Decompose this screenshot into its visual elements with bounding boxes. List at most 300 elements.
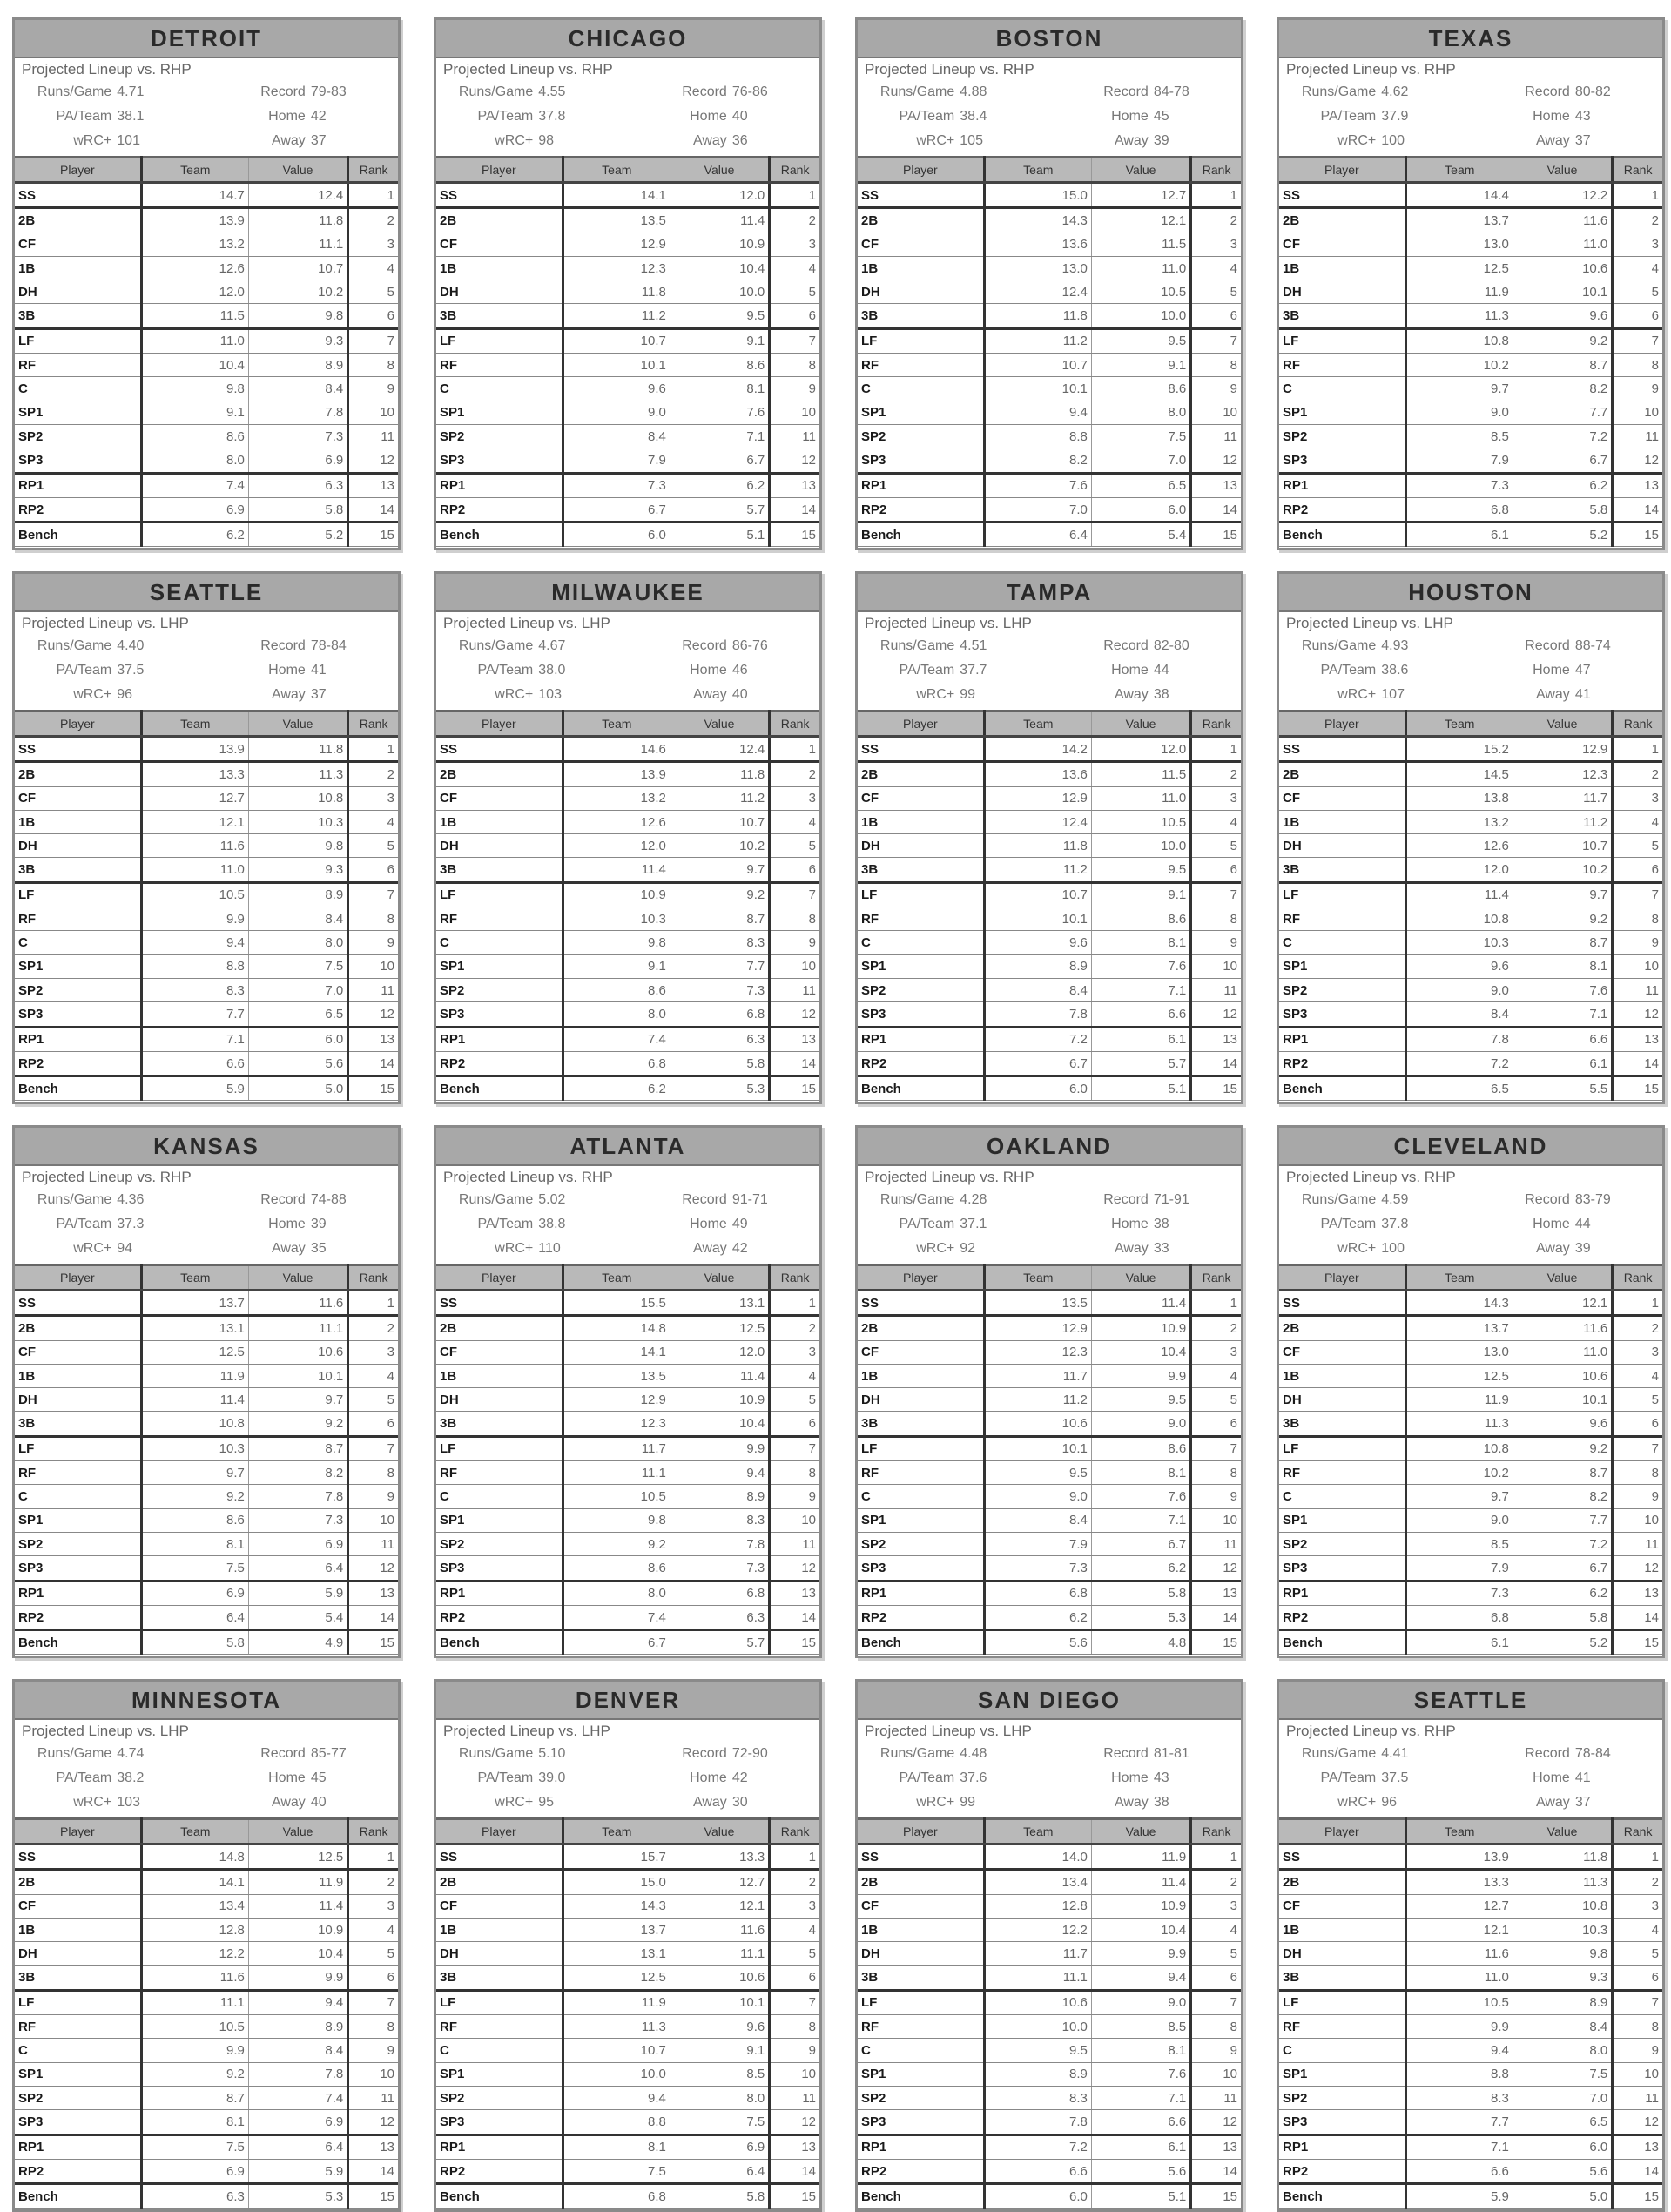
cell-value: 11 — [348, 424, 398, 448]
cell-value: 7 — [348, 882, 398, 907]
cell-value: 6 — [770, 1966, 819, 1990]
cell-value: 14 — [348, 1051, 398, 1076]
row-label: CF — [1279, 233, 1405, 256]
cell-value: 15.2 — [1405, 737, 1513, 762]
table-row — [1279, 1990, 1662, 2014]
cell-value: 10.1 — [984, 377, 1091, 401]
cell-value: 7.5 — [670, 2110, 769, 2134]
cell-value: 9.6 — [1513, 304, 1612, 328]
cell-value: 10.2 — [248, 280, 347, 304]
cell-value: 14 — [1191, 1605, 1241, 1629]
table-row — [15, 2086, 398, 2109]
table-row — [1279, 1605, 1662, 1629]
row-label: SP1 — [1279, 1508, 1405, 1532]
meta-label: Runs/Game — [879, 84, 955, 99]
cell-value: 7 — [1613, 882, 1662, 907]
cell-value: 6.0 — [1513, 2134, 1612, 2159]
meta-label: wRC+ — [916, 687, 955, 702]
meta-value: 5.10 — [538, 1746, 566, 1761]
meta-value: 4.55 — [538, 84, 566, 99]
cell-value: 13.7 — [141, 1291, 248, 1316]
cell-value: 5 — [348, 1942, 398, 1966]
cell-value: 11.7 — [1513, 786, 1612, 810]
cell-value: 9.3 — [248, 328, 347, 353]
cell-value: 9.9 — [670, 1436, 769, 1460]
cell-value: 9.8 — [248, 304, 347, 328]
cell-value: 10 — [348, 2062, 398, 2086]
cell-value: 8.1 — [1091, 931, 1190, 954]
cell-value: 3 — [770, 233, 819, 256]
meta-value: 85-77 — [310, 1746, 347, 1761]
cell-value: 12 — [348, 2110, 398, 2134]
cell-value: 10.9 — [1091, 1894, 1190, 1918]
cell-value: 13 — [1613, 473, 1662, 497]
table-row — [436, 1485, 819, 1508]
cell-value: 10.6 — [1513, 1364, 1612, 1387]
cell-value: 14 — [770, 497, 819, 522]
cell-value: 13.4 — [141, 1894, 248, 1918]
column-header: Rank — [770, 711, 819, 737]
table-row — [15, 473, 398, 497]
table-row — [858, 256, 1241, 280]
cell-value: 3 — [770, 1894, 819, 1918]
table-row — [436, 401, 819, 424]
column-header: Value — [1091, 711, 1190, 737]
cell-value: 12 — [770, 448, 819, 473]
cell-value: 9 — [1613, 931, 1662, 954]
table-row — [436, 1532, 819, 1555]
cell-value: 11 — [1613, 424, 1662, 448]
table-header-row — [436, 1819, 819, 1844]
cell-value: 11.8 — [1513, 1844, 1612, 1870]
cell-value: 11.4 — [1091, 1870, 1190, 1894]
row-label: 2B — [15, 1870, 141, 1894]
cell-value: 11.3 — [248, 762, 347, 786]
cell-value: 9.0 — [1405, 401, 1513, 424]
table-row — [15, 280, 398, 304]
cell-value: 5.1 — [670, 523, 769, 547]
row-label: DH — [15, 280, 141, 304]
meta-value: 37.1 — [960, 1217, 987, 1231]
table-row — [1279, 954, 1662, 978]
meta-value: 84-78 — [1153, 84, 1189, 99]
cell-value: 7.6 — [1091, 1485, 1190, 1508]
row-label: C — [858, 1485, 984, 1508]
cell-value: 10.8 — [1405, 328, 1513, 353]
cell-value: 5.8 — [248, 497, 347, 522]
cell-value: 9.9 — [141, 907, 248, 931]
table-row — [15, 401, 398, 424]
column-header: Team — [984, 158, 1091, 183]
cell-value: 8.9 — [248, 2015, 347, 2039]
row-label: SP2 — [1279, 1532, 1405, 1555]
cell-value: 6.8 — [984, 1581, 1091, 1605]
column-header: Value — [670, 1819, 769, 1844]
column-header: Player — [436, 1819, 563, 1844]
card-meta — [15, 1743, 398, 1814]
cell-value: 6.8 — [1405, 497, 1513, 522]
table-row — [15, 208, 398, 233]
team-card — [1277, 17, 1665, 550]
cell-value: 7.3 — [1405, 473, 1513, 497]
meta-label: Runs/Game — [1301, 1746, 1377, 1761]
cell-value: 3 — [1613, 1894, 1662, 1918]
cell-value: 6.9 — [248, 2110, 347, 2134]
cell-value: 7 — [348, 1990, 398, 2014]
row-label: DH — [1279, 1388, 1405, 1412]
row-label: SP2 — [436, 978, 563, 1001]
cell-value: 8.9 — [984, 2062, 1091, 2086]
cell-value: 4 — [1191, 1364, 1241, 1387]
table-row — [436, 1436, 819, 1460]
cell-value: 2 — [1191, 208, 1241, 233]
meta-value: 4.51 — [960, 638, 987, 653]
meta-label: wRC+ — [1337, 1241, 1377, 1256]
table-row — [1279, 931, 1662, 954]
cell-value: 11.8 — [563, 280, 670, 304]
row-label: SP3 — [15, 1002, 141, 1027]
cell-value: 8.5 — [1405, 1532, 1513, 1555]
column-header: Value — [1091, 158, 1190, 183]
column-header: Team — [1405, 1819, 1513, 1844]
row-label: CF — [436, 233, 563, 256]
row-label: Bench — [1279, 1076, 1405, 1101]
table-row — [436, 834, 819, 858]
row-label: DH — [858, 834, 984, 858]
cell-value: 2 — [1613, 208, 1662, 233]
table-body — [15, 1291, 398, 1655]
card-meta — [858, 1189, 1241, 1260]
cell-value: 7.3 — [984, 1556, 1091, 1581]
cell-value: 10.5 — [1091, 280, 1190, 304]
table-header-row — [15, 711, 398, 737]
cell-value: 11.1 — [248, 233, 347, 256]
cell-value: 9 — [1191, 2039, 1241, 2062]
meta-value: 46 — [731, 663, 748, 678]
cell-value: 5.8 — [670, 2184, 769, 2209]
cell-value: 5.6 — [1513, 2159, 1612, 2183]
cell-value: 5.7 — [670, 1630, 769, 1655]
cell-value: 12.5 — [248, 1844, 347, 1870]
meta-value: 94 — [117, 1241, 133, 1256]
cell-value: 12.0 — [670, 1340, 769, 1364]
table-row — [1279, 834, 1662, 858]
cell-value: 2 — [348, 762, 398, 786]
cell-value: 11.0 — [1513, 233, 1612, 256]
cell-value: 14.8 — [563, 1316, 670, 1340]
table-row — [1279, 280, 1662, 304]
row-label: RP1 — [858, 1027, 984, 1051]
cell-value: 8.4 — [248, 907, 347, 931]
table-row — [1279, 1894, 1662, 1918]
column-header: Player — [436, 1265, 563, 1291]
meta-label: Away — [271, 1795, 306, 1810]
column-header: Rank — [348, 158, 398, 183]
row-label: 2B — [436, 762, 563, 786]
meta-label: Away — [1114, 1241, 1149, 1256]
meta-value: 4.59 — [1381, 1192, 1409, 1207]
cell-value: 10.4 — [141, 354, 248, 377]
cell-value: 12.9 — [563, 233, 670, 256]
cell-value: 6 — [348, 304, 398, 328]
table-header-row — [436, 711, 819, 737]
table-row — [1279, 1076, 1662, 1101]
cell-value: 9.4 — [563, 2086, 670, 2109]
cell-value: 3 — [348, 233, 398, 256]
cell-value: 9.9 — [248, 1966, 347, 1990]
row-label: RF — [436, 2015, 563, 2039]
meta-value: 71-91 — [1153, 1192, 1189, 1207]
table-row — [1279, 2015, 1662, 2039]
meta-label: Record — [682, 638, 727, 653]
cell-value: 9.2 — [670, 882, 769, 907]
cell-value: 13.7 — [1405, 1316, 1513, 1340]
table-row — [1279, 786, 1662, 810]
stats-table — [436, 710, 819, 1101]
stats-table — [15, 156, 398, 547]
row-label: 3B — [436, 304, 563, 328]
row-label: SP3 — [436, 1556, 563, 1581]
cell-value: 6.6 — [984, 2159, 1091, 2183]
cell-value: 12.0 — [1091, 737, 1190, 762]
cell-value: 11.8 — [984, 834, 1091, 858]
row-label: RF — [858, 2015, 984, 2039]
row-label: 2B — [1279, 1316, 1405, 1340]
cell-value: 10 — [770, 954, 819, 978]
cell-value: 10 — [1613, 2062, 1662, 2086]
cell-value: 4 — [770, 256, 819, 280]
column-header: Team — [141, 1265, 248, 1291]
row-label: C — [1279, 377, 1405, 401]
meta-value: 44 — [1153, 663, 1169, 678]
cell-value: 8.1 — [670, 377, 769, 401]
cell-value: 8.6 — [563, 1556, 670, 1581]
row-label: SP1 — [15, 401, 141, 424]
cell-value: 8.4 — [984, 1508, 1091, 1532]
row-label: SP2 — [15, 424, 141, 448]
table-row — [858, 1532, 1241, 1555]
table-header-row — [858, 711, 1241, 737]
row-label: RP2 — [15, 497, 141, 522]
table-row — [858, 2159, 1241, 2183]
cell-value: 6.8 — [670, 1581, 769, 1605]
row-label: DH — [436, 834, 563, 858]
row-label: Bench — [858, 2184, 984, 2209]
meta-value: 83-79 — [1574, 1192, 1611, 1207]
row-label: RP2 — [436, 1605, 563, 1629]
table-row — [1279, 256, 1662, 280]
team-card — [1277, 1125, 1665, 1658]
row-label: 3B — [436, 858, 563, 882]
table-header-row — [1279, 1265, 1662, 1291]
column-header: Value — [1513, 711, 1612, 737]
cell-value: 12.1 — [1513, 1291, 1612, 1316]
cell-value: 8.0 — [141, 448, 248, 473]
table-row — [1279, 1942, 1662, 1966]
meta-value: 74-88 — [310, 1192, 347, 1207]
meta-label: Record — [260, 84, 306, 99]
meta-value: 45 — [310, 1770, 327, 1785]
table-row — [1279, 1581, 1662, 1605]
cell-value: 4 — [1613, 256, 1662, 280]
cell-value: 12.6 — [1405, 834, 1513, 858]
row-label: 2B — [1279, 1870, 1405, 1894]
cell-value: 9.1 — [670, 2039, 769, 2062]
cell-value: 12 — [1191, 1556, 1241, 1581]
meta-value: 30 — [731, 1795, 748, 1810]
cell-value: 12.9 — [984, 786, 1091, 810]
cell-value: 7.5 — [141, 1556, 248, 1581]
stats-table — [858, 710, 1241, 1101]
cell-value: 14 — [770, 1051, 819, 1076]
table-header-row — [1279, 158, 1662, 183]
cell-value: 12.4 — [248, 183, 347, 208]
cell-value: 9 — [348, 377, 398, 401]
row-label: RP2 — [1279, 2159, 1405, 2183]
team-card — [855, 1679, 1243, 2212]
cell-value: 10 — [1613, 1508, 1662, 1532]
table-row — [858, 328, 1241, 353]
row-label: SS — [1279, 1291, 1405, 1316]
cell-value: 8 — [770, 2015, 819, 2039]
table-row — [858, 2062, 1241, 2086]
row-label: SP2 — [436, 1532, 563, 1555]
meta-label: Record — [1525, 1746, 1570, 1761]
stats-table — [858, 1264, 1241, 1655]
cell-value: 7.9 — [1405, 448, 1513, 473]
card-meta — [1279, 1743, 1662, 1814]
cell-value: 14 — [1191, 497, 1241, 522]
table-header-row — [858, 1819, 1241, 1844]
cell-value: 2 — [770, 1316, 819, 1340]
row-label: 1B — [1279, 256, 1405, 280]
cell-value: 9.5 — [1091, 1388, 1190, 1412]
column-header: Team — [141, 158, 248, 183]
table-row — [15, 954, 398, 978]
cell-value: 1 — [1613, 1844, 1662, 1870]
cell-value: 13 — [770, 1027, 819, 1051]
cell-value: 6.1 — [1405, 523, 1513, 547]
row-label: DH — [436, 1942, 563, 1966]
table-row — [1279, 1966, 1662, 1990]
cell-value: 6.0 — [984, 2184, 1091, 2209]
table-row — [1279, 1436, 1662, 1460]
meta-label: Record — [1103, 638, 1149, 653]
cell-value: 10.6 — [984, 1412, 1091, 1436]
cell-value: 10.7 — [984, 882, 1091, 907]
cell-value: 5.9 — [248, 2159, 347, 2183]
row-label: LF — [858, 882, 984, 907]
cell-value: 10 — [1191, 2062, 1241, 2086]
meta-value: 37 — [310, 133, 327, 148]
team-card — [12, 1125, 401, 1658]
meta-label: wRC+ — [73, 1795, 112, 1810]
card-title: SEATTLE — [15, 574, 398, 612]
card-meta — [436, 635, 819, 706]
row-label: 2B — [858, 762, 984, 786]
row-label: SP2 — [1279, 424, 1405, 448]
cell-value: 11 — [348, 2086, 398, 2109]
table-body — [15, 737, 398, 1101]
cell-value: 9.4 — [141, 931, 248, 954]
row-label: CF — [858, 1340, 984, 1364]
cell-value: 11 — [770, 2086, 819, 2109]
row-label: LF — [436, 1990, 563, 2014]
cell-value: 8.0 — [1091, 401, 1190, 424]
cell-value: 11.9 — [1405, 1388, 1513, 1412]
cell-value: 8.1 — [1091, 1461, 1190, 1485]
stats-table — [15, 1817, 398, 2209]
meta-label: PA/Team — [477, 663, 534, 678]
meta-value: 96 — [117, 687, 133, 702]
table-row — [15, 2184, 398, 2209]
cell-value: 15.0 — [563, 1870, 670, 1894]
row-label: SP1 — [436, 1508, 563, 1532]
column-header: Value — [1513, 1819, 1612, 1844]
table-row — [858, 1990, 1241, 2014]
stats-table — [858, 156, 1241, 547]
meta-value: 44 — [1574, 1217, 1591, 1231]
cell-value: 12.0 — [563, 834, 670, 858]
meta-label: Home — [1533, 1770, 1570, 1785]
meta-label: Record — [682, 84, 727, 99]
table-row — [858, 858, 1241, 882]
table-row — [1279, 2110, 1662, 2134]
cell-value: 11.2 — [984, 1388, 1091, 1412]
cell-value: 6.0 — [248, 1027, 347, 1051]
cell-value: 13 — [770, 473, 819, 497]
meta-value: 38.1 — [117, 109, 145, 124]
column-header: Player — [436, 711, 563, 737]
table-row — [436, 1870, 819, 1894]
row-label: RP2 — [858, 1051, 984, 1076]
meta-label: Runs/Game — [37, 84, 112, 99]
meta-value: 37 — [1574, 133, 1591, 148]
cell-value: 6.7 — [1513, 1556, 1612, 1581]
column-header: Player — [858, 1819, 984, 1844]
table-row — [436, 377, 819, 401]
cell-value: 6 — [770, 858, 819, 882]
cell-value: 7 — [770, 1436, 819, 1460]
table-row — [858, 1436, 1241, 1460]
meta-label: Record — [1103, 84, 1149, 99]
table-row — [436, 1894, 819, 1918]
column-header: Team — [1405, 158, 1513, 183]
cell-value: 7 — [1191, 328, 1241, 353]
table-row — [858, 1412, 1241, 1436]
column-header: Team — [1405, 1265, 1513, 1291]
cell-value: 6.9 — [141, 497, 248, 522]
table-header-row — [1279, 1819, 1662, 1844]
row-label: SP2 — [858, 424, 984, 448]
card-subtitle: Projected Lineup vs. RHP — [443, 61, 613, 78]
cell-value: 7.5 — [563, 2159, 670, 2183]
column-header: Team — [141, 1819, 248, 1844]
table-row — [1279, 978, 1662, 1001]
row-label: CF — [1279, 786, 1405, 810]
cell-value: 2 — [770, 762, 819, 786]
row-label: RF — [15, 907, 141, 931]
cell-value: 1 — [1613, 737, 1662, 762]
card-meta — [436, 81, 819, 152]
meta-label: wRC+ — [73, 1241, 112, 1256]
cell-value: 14 — [1191, 2159, 1241, 2183]
table-row — [436, 954, 819, 978]
meta-value: 88-74 — [1574, 638, 1611, 653]
row-label: 3B — [858, 1966, 984, 1990]
cell-value: 9.1 — [141, 401, 248, 424]
cell-value: 13.9 — [141, 208, 248, 233]
